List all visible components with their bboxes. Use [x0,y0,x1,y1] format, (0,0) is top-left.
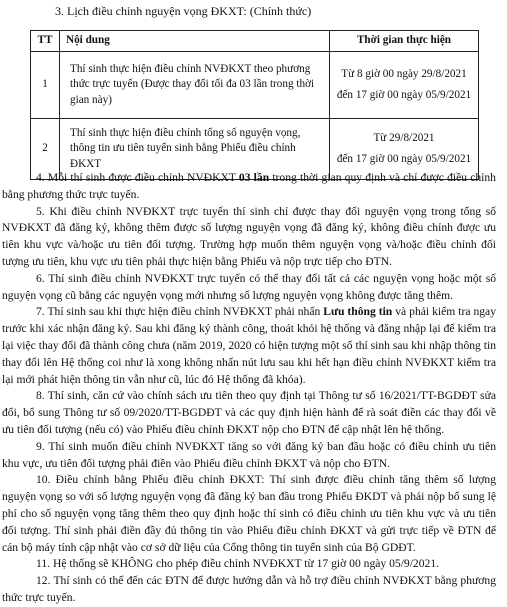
header-content: Nội dung [60,31,330,52]
row-number: 2 [31,119,60,180]
paragraph-11: 11. Hệ thống sẽ KHÔNG cho phép điều chỉnh NVĐKXT từ 17 giờ 00 ngày 05/9/2021. [36,557,440,571]
time-start: Từ 29/8/2021 [373,132,435,145]
paragraph-9: 9. Thí sinh muốn điều chỉnh NVĐKXT tăng so với đăng ký ban đầu hoặc có điều chỉnh ưu tiên khu vực, ưu tiên đối tượng phải điền vào Phiếu điều chỉnh ĐKXT và nộp cho ĐTN. [2,439,496,470]
row-time [330,52,479,119]
table-header-row [31,31,479,52]
p7-text-c: và phải kiểm tra ngay trước khi xác nhận đăng ký. Sau khi đăng ký thành công, thoát khỏi hệ thống và đăng nhập lại để kiểm tra lại việc thay đổi đã thành công chưa (năm 2019, 2020 có hiện tượng một số thí sinh sau khi nhập thông tin thay đổi lên Hệ thống coi như là xong không nhấn nút lưu sau khi hết hạn điều chỉnh NVĐKXT kiểm tra lại mới phát hiện thông tin vẫn như cũ, lúc đó Hệ thống đã khóa). [2,305,497,386]
header-tt: TT [31,31,60,52]
time-end: đến 17 giờ 00 ngày 05/9/2021 [336,152,472,165]
schedule-table [30,30,479,180]
table-row [31,52,479,119]
paragraph-4 [2,170,496,204]
rules-body [2,170,496,607]
p4-text-a: 4. Mỗi thí sinh được điều chỉnh NVĐKXT [36,171,239,184]
paragraph-5: 5. Khi điều chỉnh NVĐKXT trực tuyến thí sinh chỉ được thay đổi nguyện vọng trong tổng số NVĐKXT đã đăng ký, không thêm được số lượng nguyện vọng đã đăng ký, không điều chỉnh được ưu tiên khu vực và/hoặc ưu tiên đối tượng. Trường hợp muốn thêm nguyện vọng và/hoặc điều chỉnh đối tượng ưu tiên, khu vực ưu tiên phải thực hiện bằng Phiếu và nộp trực tiếp cho ĐTN. [2,204,496,268]
p7-text-a: 7. Thí sinh sau khi thực hiện điều chỉnh NVĐKXT phải nhấn [36,305,324,319]
paragraph-12: 12. Thí sinh có thể đến các ĐTN để được hướng dẫn và hỗ trợ điều chỉnh NVĐKXT bằng phương thức trực tuyến. [2,574,496,604]
paragraph-10: 10. Điều chỉnh bằng Phiếu điều chỉnh ĐKXT: Thí sinh được điều chỉnh tăng thêm số lượng nguyện vọng so với số lượng nguyện vọng đã đăng ký ban đầu trong Phiếu ĐKDT và phải nộp bổ sung lệ phí cho số nguyện vọng tăng thêm theo quy định hoặc thí sinh có điều chỉnh ưu tiên khu vực và ưu tiên đối tượng. Thí sinh phải điền đầy đủ thông tin vào Phiếu điều chỉnh ĐKXT và gửi trực tiếp về ĐTN để cán bộ máy tính cập nhật vào cơ sở dữ liệu của Cổng thông tin tuyển sinh của Bộ GDĐT. [2,473,496,554]
p7-emphasis: Lưu thông tin [323,305,393,319]
section-heading: 3. Lịch điều chỉnh nguyện vọng ĐKXT: (Chính thức) [55,4,312,18]
paragraph-7 [2,304,496,388]
time-end: đến 17 giờ 00 ngày 05/9/2021 [336,88,472,101]
time-start: Từ 8 giờ 00 ngày 29/8/2021 [341,68,467,81]
p4-text-c: trong thời gian quy định và chỉ được điều chỉnh bằng phương thức trực tuyến. [2,171,496,201]
paragraph-6: 6. Thí sinh điều chỉnh NVĐKXT trực tuyến có thể thay đổi tất cả các nguyện vọng hoặc một số nguyện vọng cũ bằng các nguyện vọng mới nhưng số lượng nguyện vọng không được tăng thêm. [2,271,496,302]
row-content: Thí sinh thực hiện điều chỉnh NVĐKXT theo phương thức trực tuyến (Được thay đổi tối đa 03 lần trong thời gian này) [60,52,330,119]
p4-emphasis: 03 lần [238,171,270,184]
row-content: Thí sinh thực hiện điều chỉnh tổng số nguyện vọng, thông tin ưu tiên tuyển sinh bằng Phiếu điều chỉnh ĐKXT [60,119,330,180]
header-time: Thời gian thực hiện [330,31,479,52]
paragraph-8: 8. Thí sinh, căn cứ vào chính sách ưu tiên theo quy định tại Thông tư số 16/2021/TT-BGDĐT sửa đổi, bổ sung Thông tư số 09/2020/TT-BGDĐT và các quy định hiện hành để rà soát điền các thay đổi về ưu tiên đối tượng (nếu có) vào Phiếu điều chỉnh ĐKXT nộp cho ĐTN để cập nhật lên hệ thống. [2,389,496,436]
row-number: 1 [31,52,60,119]
